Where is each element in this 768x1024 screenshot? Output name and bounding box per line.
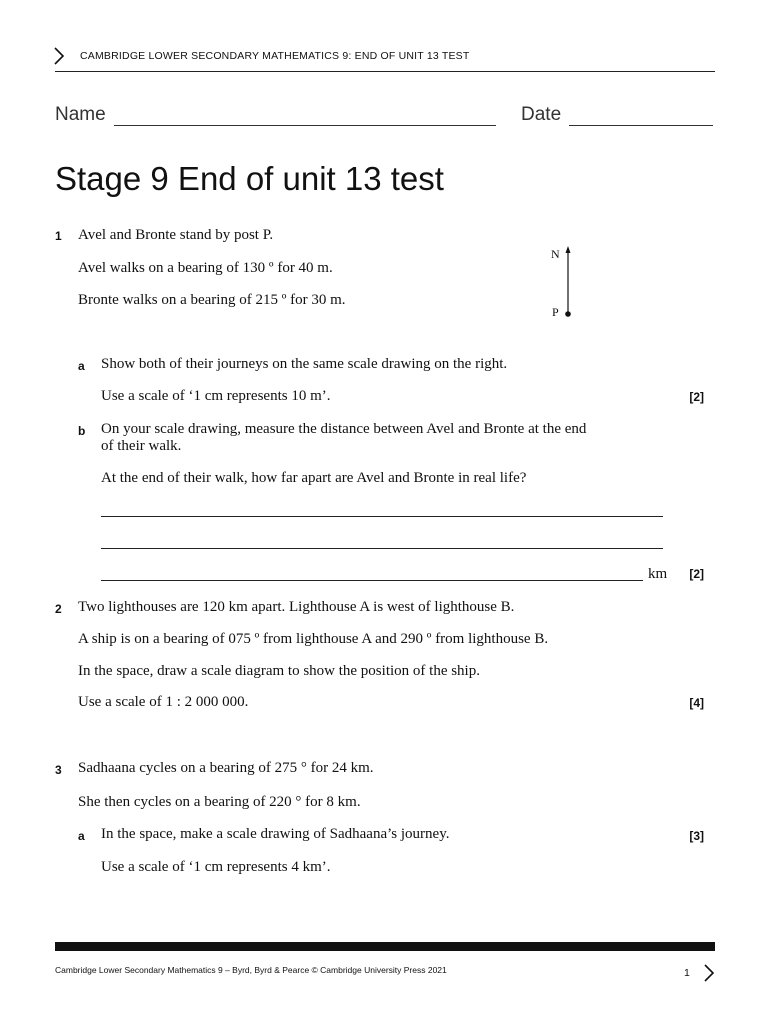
answer-line-2[interactable] bbox=[101, 548, 663, 549]
north-label: N bbox=[551, 247, 560, 261]
running-header: CAMBRIDGE LOWER SECONDARY MATHEMATICS 9: END OF UNIT 13 TEST bbox=[80, 50, 470, 62]
q2-marks: [4] bbox=[689, 696, 704, 710]
next-page-icon[interactable] bbox=[702, 963, 716, 983]
question-2-number: 2 bbox=[55, 602, 62, 616]
answer-unit: km bbox=[648, 566, 668, 582]
q2-line-3: In the space, draw a scale diagram to show the position of the ship. bbox=[78, 663, 480, 679]
name-label: Name bbox=[55, 104, 106, 125]
page-number: 1 bbox=[684, 967, 690, 979]
q3a-scale: Use a scale of ‘1 cm represents 4 km’. bbox=[101, 859, 331, 875]
page-title: Stage 9 End of unit 13 test bbox=[55, 160, 444, 197]
q1-avel: Avel walks on a bearing of 130 º for 40 m. bbox=[78, 260, 333, 276]
q1b-marks: [2] bbox=[689, 567, 704, 581]
q2-line-1: Two lighthouses are 120 km apart. Lighthouse A is west of lighthouse B. bbox=[78, 599, 515, 615]
post-label: P bbox=[552, 305, 559, 319]
q1a-marks: [2] bbox=[689, 390, 704, 404]
date-field[interactable] bbox=[569, 125, 713, 126]
header-rule bbox=[55, 71, 715, 72]
q1a-scale: Use a scale of ‘1 cm represents 10 m’. bbox=[101, 388, 331, 404]
q1b-text-1: On your scale drawing, measure the distance between Avel and Bronte at the end bbox=[101, 421, 587, 437]
date-label: Date bbox=[521, 104, 562, 125]
q1-bronte: Bronte walks on a bearing of 215 º for 30 m. bbox=[78, 292, 346, 308]
q2-line-4: Use a scale of 1 : 2 000 000. bbox=[78, 694, 249, 710]
bearing-diagram bbox=[546, 242, 586, 322]
q2-line-2: A ship is on a bearing of 075 º from lighthouse A and 290 º from lighthouse B. bbox=[78, 631, 549, 647]
footer-rule bbox=[55, 942, 715, 951]
q1b-label: b bbox=[78, 424, 86, 438]
q3-line-2: She then cycles on a bearing of 220 ° for 8 km. bbox=[78, 794, 361, 810]
q3a-marks: [3] bbox=[689, 829, 704, 843]
chevron-right-icon bbox=[52, 46, 66, 66]
answer-line-1[interactable] bbox=[101, 516, 663, 517]
answer-line-3[interactable] bbox=[101, 580, 643, 581]
question-1-number: 1 bbox=[55, 229, 62, 243]
q1b-question: At the end of their walk, how far apart are Avel and Bronte in real life? bbox=[101, 470, 527, 486]
footer-credit: Cambridge Lower Secondary Mathematics 9 – Byrd, Byrd & Pearce © Cambridge University Press 2021 bbox=[55, 965, 447, 975]
q1a-text: Show both of their journeys on the same scale drawing on the right. bbox=[101, 356, 508, 372]
q1b-text-2: of their walk. bbox=[101, 438, 182, 454]
north-arrow-icon bbox=[562, 246, 574, 320]
q3-line-1: Sadhaana cycles on a bearing of 275 ° for 24 km. bbox=[78, 760, 374, 776]
q1-intro: Avel and Bronte stand by post P. bbox=[78, 227, 274, 243]
q1a-label: a bbox=[78, 359, 85, 373]
q3a-text: In the space, make a scale drawing of Sadhaana’s journey. bbox=[101, 826, 450, 842]
question-3-number: 3 bbox=[55, 763, 62, 777]
q3a-label: a bbox=[78, 829, 85, 843]
name-field[interactable] bbox=[114, 125, 496, 126]
